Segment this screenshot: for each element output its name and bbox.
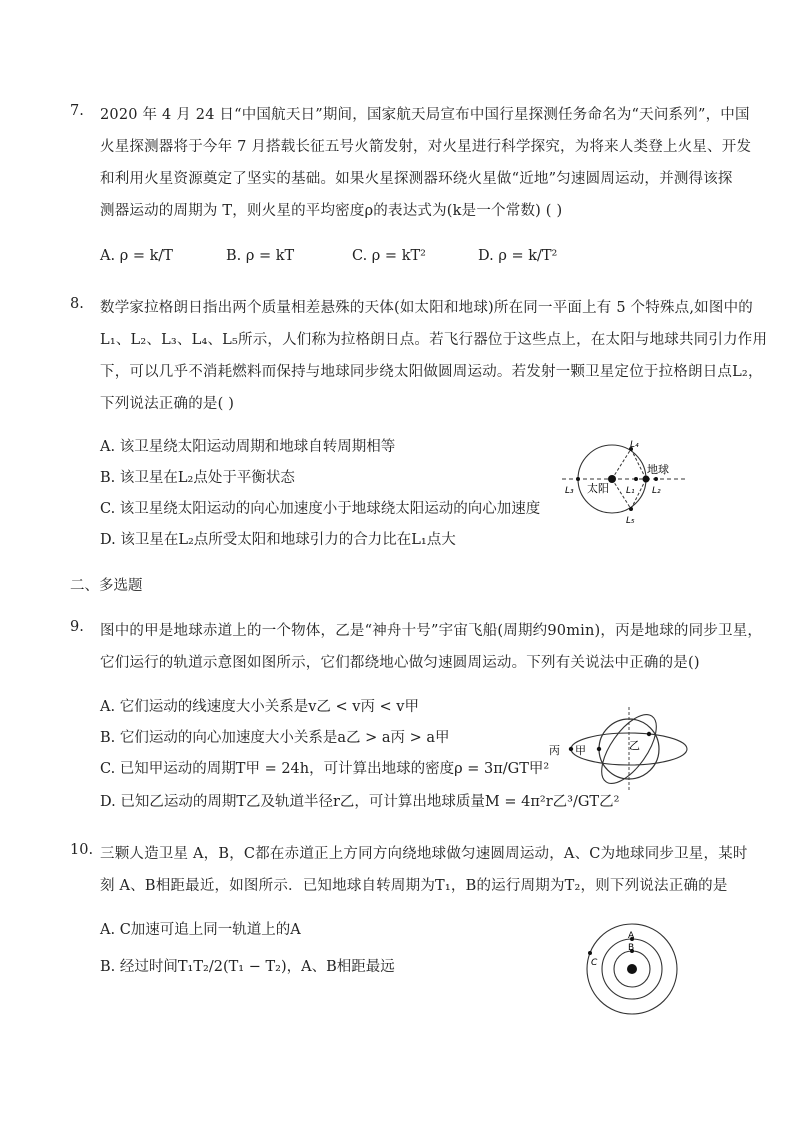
question-number: 9. <box>70 619 84 635</box>
l5-label: L₅ <box>626 516 635 526</box>
sun-label: 太阳 <box>587 482 609 495</box>
question-text-line: 下，可以几乎不消耗燃料而保持与地球同步绕太阳做圆周运动。若发射一颗卫星定位于拉格朗日点L₂， <box>100 364 763 380</box>
l3-label: L₃ <box>565 486 574 496</box>
question-text-line: 火星探测器将于今年 7 月搭载长征五号火箭发射，对火星进行科学探究，为将来人类登上火星、开发 <box>100 139 752 155</box>
sat-b-label: B <box>628 943 635 953</box>
earth-dot <box>643 476 650 483</box>
question-text-line: 下列说法正确的是( ) <box>100 396 235 412</box>
question-text-line: 它们运行的轨道示意图如图所示，它们都绕地心做匀速圆周运动。下列有关说法中正确的是() <box>100 655 700 671</box>
jia-label: 甲 <box>575 744 586 757</box>
option-a[interactable]: A. 它们运动的线速度大小关系是v乙 < v丙 < v甲 <box>100 699 419 715</box>
sat-a-label: A <box>628 931 635 941</box>
earth-dot <box>627 964 637 974</box>
question-text-line: 图中的甲是地球赤道上的一个物体，乙是“神舟十号”宇宙飞船(周期约90min)，丙是地球的同步卫星， <box>100 623 763 639</box>
question-number: 8. <box>70 296 84 312</box>
satellites-figure <box>582 915 682 1015</box>
question-text-line: 和利用火星资源奠定了坚实的基础。如果火星探测器环绕火星做“近地”匀速圆周运动，并测得该探 <box>100 171 733 187</box>
l2-label: L₂ <box>652 486 661 496</box>
option-c[interactable]: C. 该卫星绕太阳运动的向心加速度小于地球绕太阳运动的向心加速度 <box>100 501 541 517</box>
sat-c-label: C <box>591 958 598 968</box>
lagrange-points-figure <box>560 435 710 530</box>
option-d[interactable]: D. 已知乙运动的周期T乙及轨道半径r乙，可计算出地球质量M = 4π²r乙³/GT乙² <box>100 794 620 810</box>
question-text-line: 2020 年 4 月 24 日“中国航天日”期间，国家航天局宣布中国行星探测任务命名为“天问系列”，中国 <box>100 107 750 123</box>
sun-dot <box>608 475 616 483</box>
question-text-line: 刻 A、B相距最近，如图所示．已知地球自转周期为T₁，B的运行周期为T₂，则下列说法正确的是 <box>100 878 728 894</box>
option-b[interactable]: B. 经过时间T₁T₂/2(T₁ − T₂)，A、B相距最远 <box>100 959 395 975</box>
option-a[interactable]: A. ρ = k/T <box>100 248 173 264</box>
option-d[interactable]: D. ρ = k/T² <box>478 248 558 264</box>
option-a[interactable]: A. 该卫星绕太阳运动周期和地球自转周期相等 <box>100 439 396 455</box>
section-title: 二、多选题 <box>70 578 143 594</box>
yi-label: 乙 <box>629 739 640 752</box>
option-c[interactable]: C. ρ = kT² <box>352 248 426 264</box>
question-text-line: 数学家拉格朗日指出两个质量相差悬殊的天体(如太阳和地球)所在同一平面上有 5 个特殊点,如图中的 <box>100 300 753 316</box>
question-number: 10. <box>70 842 94 858</box>
option-b[interactable]: B. 该卫星在L₂点处于平衡状态 <box>100 470 295 486</box>
question-number: 7. <box>70 103 84 119</box>
option-b[interactable]: B. ρ = kT <box>226 248 295 264</box>
l1-label: L₁ <box>626 486 635 496</box>
option-b[interactable]: B. 它们运动的向心加速度大小关系是a乙 > a丙 > a甲 <box>100 730 450 746</box>
option-d[interactable]: D. 该卫星在L₂点所受太阳和地球引力的合力比在L₁点大 <box>100 532 456 548</box>
question-text-line: L₁、L₂、L₃、L₄、L₅所示，人们称为拉格朗日点。若飞行器位于这些点上，在太阳与地球共同引力作用 <box>100 332 768 348</box>
option-a[interactable]: A. C加速可追上同一轨道上的A <box>100 922 301 938</box>
l4-label: L₄ <box>630 440 639 450</box>
question-text-line: 测器运动的周期为 T，则火星的平均密度ρ的表达式为(k是一个常数) ( ) <box>100 203 563 219</box>
option-c[interactable]: C. 已知甲运动的周期T甲 = 24h，可计算出地球的密度ρ = 3π/GT甲² <box>100 761 550 777</box>
orbits-figure <box>545 705 690 795</box>
bing-label: 丙 <box>549 744 560 757</box>
question-text-line: 三颗人造卫星 A，B，C都在赤道正上方同方向绕地球做匀速圆周运动，A、C为地球同步卫星，某时 <box>100 846 748 862</box>
earth-label: 地球 <box>647 463 669 476</box>
